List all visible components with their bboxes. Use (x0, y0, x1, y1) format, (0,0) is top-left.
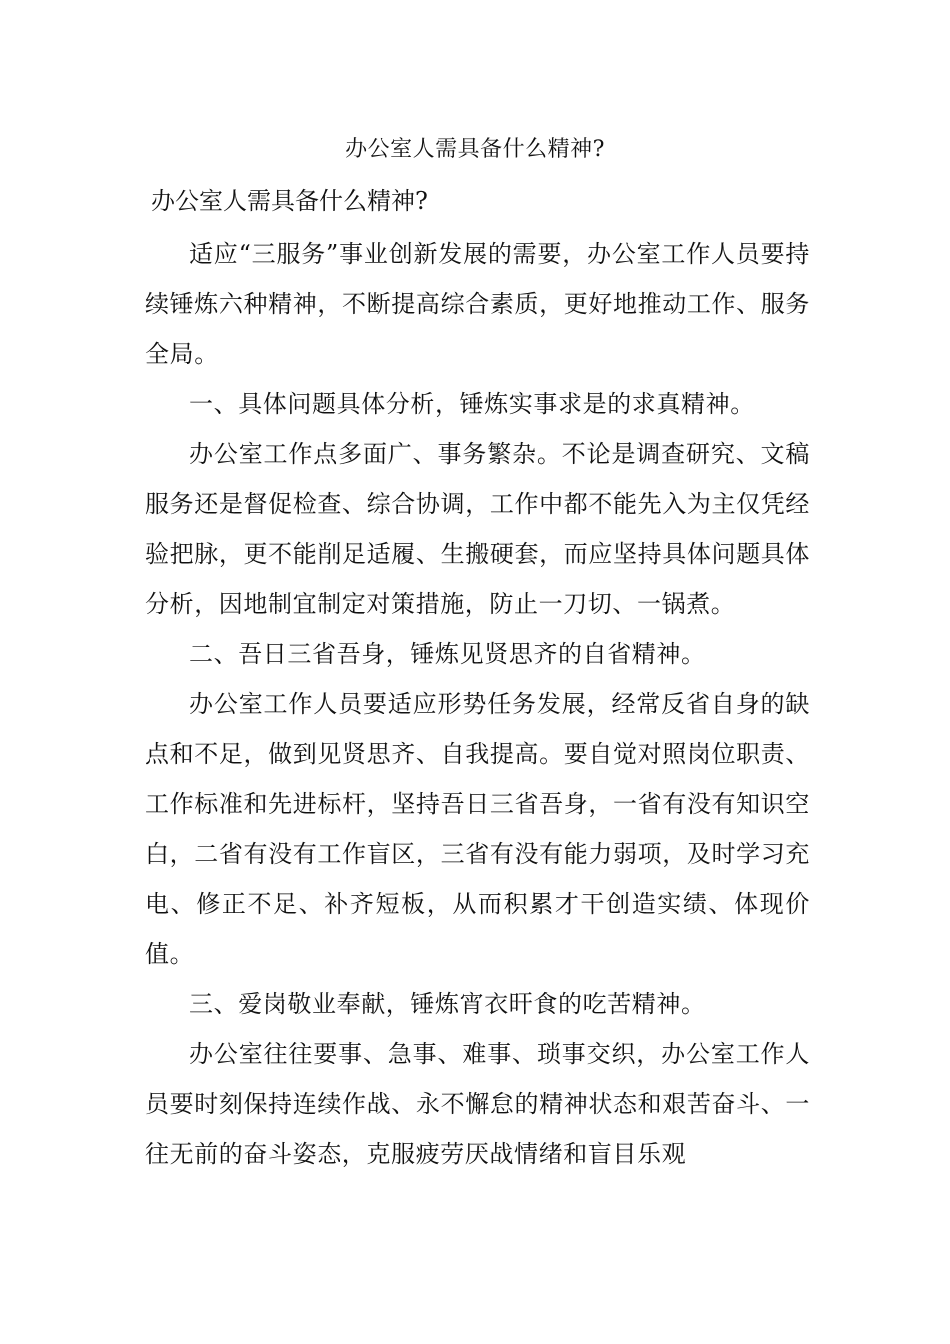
section-heading-1: 一、具体问题具体分析，锤炼实事求是的求真精神。 (189, 390, 755, 418)
paragraph-section-2: 办公室工作人员要适应形势任务发展，经常反省自身的缺点和不足，做到见贤思齐、自我提高。要自觉对照岗位职责、工作标准和先进标杆，坚持吾日三省吾身，一省有没有知识空白，二省有没有工作盲区，三省有没有能力弱项，及时学习充电、修正不足、补齐短板，从而积累才干创造实绩、体现价值。 (145, 690, 810, 968)
section-heading-2: 二、吾日三省吾身，锤炼见贤思齐的自省精神。 (189, 640, 706, 668)
document-body (145, 181, 810, 1179)
paragraph-section-3: 办公室往往要事、急事、难事、琐事交织，办公室工作人员要时刻保持连续作战、永不懈怠的精神状态和艰苦奋斗、一往无前的奋斗姿态，克服疲劳厌战情绪和盲目乐观 (145, 1040, 810, 1168)
section-heading-3: 三、爱岗敬业奉献，锤炼宵衣旰食的吃苦精神。 (189, 990, 706, 1018)
page-title: 办公室人需具备什么精神? (345, 137, 605, 162)
paragraph-section-1: 办公室工作点多面广、事务繁杂。不论是调查研究、文稿服务还是督促检查、综合协调，工作中都不能先入为主仅凭经验把脉，更不能削足适履、生搬硬套，而应坚持具体问题具体分析，因地制宜制定对策措施，防止一刀切、一锅煮。 (145, 440, 810, 618)
paragraph-intro: 适应“三服务”事业创新发展的需要，办公室工作人员要持续锤炼六种精神，不断提高综合素质，更好地推动工作、服务全局。 (145, 240, 810, 368)
document-subtitle: 办公室人需具备什么精神? (151, 187, 428, 215)
